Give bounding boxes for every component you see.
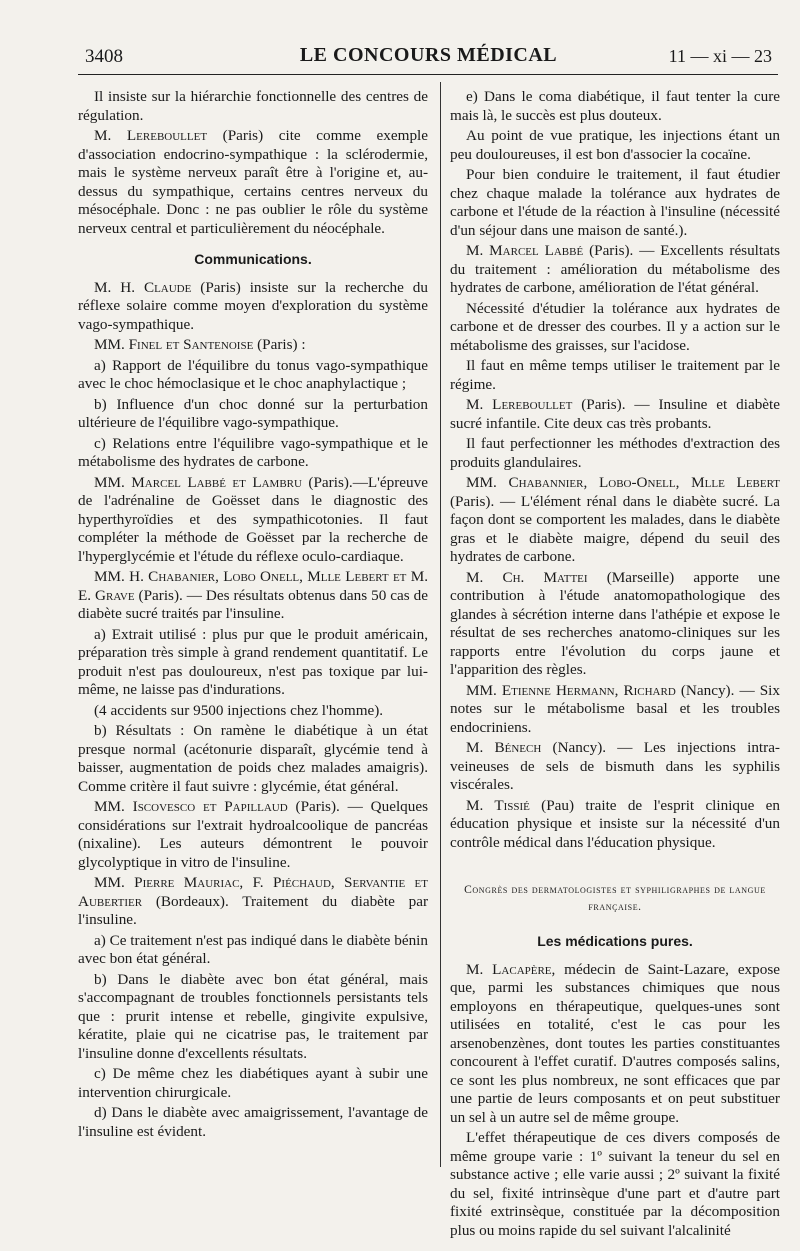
- paragraph: [78, 971, 428, 1064]
- paragraph: [78, 1104, 428, 1141]
- issue-date: 11 — xi — 23: [668, 46, 772, 66]
- author-names: M. Lereboullet: [94, 127, 208, 144]
- author-names: MM. H. Chabanier, Lobo Onell, Mlle Lebert et M. E. Grave: [78, 568, 428, 604]
- paragraph-text: (Paris). — Des résultats obtenus dans 50 cas de diabète sucré traités par l'insuline.: [78, 586, 428, 622]
- paragraph: [450, 1129, 780, 1240]
- paragraph: [78, 88, 428, 125]
- paragraph-text: (Paris). — Insuline et diabète sucré infantile. Cite deux cas très probants.: [450, 396, 780, 432]
- paragraph: [78, 798, 428, 872]
- paragraph-text: Il insiste sur la hiérarchie fonctionnelle des centres de régulation.: [78, 88, 428, 124]
- paragraph-text: , médecin de Saint-Lazare, expose que, parmi les substances chimiques que nous employons en thérapeutique, quelques-unes sont utilisées en totalité, c'est le cas pour les arsenobenzènes, dont toutes les parties constituantes concourent à l'effet curatif. D'autres composés salins, ce sont les plus nombreux, ne sont efficaces que par une partie de leurs composants et on peut substituer un sel à un autre sel de même groupe.: [450, 960, 780, 1126]
- paragraph-text: a) Extrait utilisé : plus pur que le produit américain, préparation très simple à grand rendement quantitatif. Le produit n'est pas douloureux, n'est pas toxique par lui-même, ne laisse pas d'indurations.: [78, 625, 428, 698]
- paragraph: [78, 626, 428, 700]
- paragraph-text: (Paris) insiste sur la recherche du réflexe solaire comme moyen d'exploration du système vago-sympathique.: [78, 278, 428, 333]
- paragraph: [78, 722, 428, 796]
- paragraph-text: (Paris) cite comme exemple d'association endocrino-sympathique : la sclérodermie, mais le système nerveux paraît être à l'origine et, au-dessus du sympathique, certains centres nerveux du mésocéphale. Donc : ne pas oublier le rôle du système nerveux central et particulièrement du néocéphale.: [78, 127, 428, 237]
- column-divider: [440, 82, 441, 1167]
- author-names: MM. Chabannier, Lobo-Onell, Mlle Lebert: [466, 474, 780, 491]
- author-names: MM. Finel et Santenoise: [94, 336, 254, 353]
- author-names: MM. Pierre Mauriac, F. Piéchaud, Servantie et Aubertier: [78, 874, 428, 910]
- paragraph: [450, 300, 780, 356]
- author-names: MM. Marcel Labbé et Lambru: [94, 473, 302, 491]
- paragraph: [450, 682, 780, 738]
- congress-heading: Congrès des dermatologistes et syphiligraphes de langue française.: [464, 884, 766, 913]
- paragraph: [450, 739, 780, 795]
- paragraph-text: d) Dans le diabète avec amaigrissement, l'avantage de l'insuline est évident.: [78, 1104, 428, 1140]
- paragraph-text: (Paris). — L'élément rénal dans le diabète sucré. La façon dont se comportent les malades, dans le diabète gras et le diabète maigre, dépend du seuil des hydrates de carbone.: [450, 492, 780, 565]
- paragraph-text: c) De même chez les diabétiques ayant à subir une intervention chirurgicale.: [78, 1065, 428, 1101]
- author-names: MM. Iscovesco et Papillaud: [94, 798, 288, 815]
- author-names: M. Tissié: [466, 796, 530, 814]
- paragraph-text: (Bordeaux). Traitement du diabète par l'insuline.: [78, 892, 428, 928]
- paragraph-text: L'effet thérapeutique de ces divers composés de même groupe varie : 1º suivant la teneur du sel en substance active ; elle varie aussi ; 2º suivant la fixité du sel, fixité intrinsèque d'une part et d'autre part fixité extrinsèque, constituée par la décomposition plus ou moins rapide du sel suivant l'alcalinité: [450, 1129, 780, 1239]
- paragraph: [450, 474, 780, 567]
- section-heading: Les médications pures.: [537, 933, 693, 949]
- paragraph-text: b) Dans le diabète avec bon état général, mais s'accompagnant de troubles fonctionnels persistants tels que : prurit intense et rebelle, gingivite expulsive, kératite, plaie qui ne cicatrise pas, le traitement par l'insuline donne d'excellents résultats.: [78, 970, 428, 1062]
- author-names: M. Bénech: [466, 739, 542, 756]
- paragraph: [450, 166, 780, 240]
- paragraph-text: c) Relations entre l'équilibre vago-sympathique et le métabolisme des hydrates de carbone.: [78, 434, 428, 470]
- paragraph-text: (Nancy). — Six notes sur le métabolisme basal et les troubles endocriniens.: [450, 681, 780, 736]
- paragraph: [450, 88, 780, 125]
- paragraph: [78, 568, 428, 624]
- paragraph-text: (Paris). — Quelques considérations sur l'extrait hydroalcoolique de pancréas (nixaline). Les auteurs démontrent le pouvoir glycolyptique in vitro de l'insuline.: [78, 798, 428, 871]
- paragraph: [450, 396, 780, 433]
- author-names: M. Lereboullet: [466, 396, 573, 413]
- paragraph: [78, 357, 428, 394]
- paragraph-text: Il faut perfectionner les méthodes d'extraction des produits glandulaires.: [450, 435, 780, 471]
- paragraph-text: Pour bien conduire le traitement, il faut étudier chez chaque malade la tolérance aux hydrates de carbone et l'étude de la réaction à l'insuline (nécessité d'un séjour dans une maison de santé.).: [450, 166, 780, 239]
- paragraph-text: (Paris). — Excellents résultats du traitement : amélioration du métabolisme des hydrates de carbone, amélioration de l'état général.: [450, 242, 780, 296]
- journal-title: LE CONCOURS MÉDICAL: [299, 44, 558, 66]
- paragraph-text: (Pau) traite de l'esprit clinique en éducation physique et insiste sur la nécessité d'un contrôle médical dans l'éducation physique.: [450, 796, 780, 851]
- paragraph: [78, 702, 428, 721]
- paragraph-text: e) Dans le coma diabétique, il faut tenter la cure mais là, le succès est plus douteux.: [450, 88, 780, 124]
- paragraph: [450, 961, 780, 1128]
- header-rule: [78, 74, 778, 75]
- paragraph-text: (Marseille) apporte une contribution à l'étude anatomopathologique des glandes à sécrétion interne dans l'athépie et expose le résultat de ses recherches anatomo-cliniques sur les rapports entre l'évolution du corps jaune et l'apparition des règles.: [450, 568, 780, 678]
- paragraph-text: Il faut en même temps utiliser le traitement par le régime.: [450, 357, 780, 393]
- paragraph: [78, 435, 428, 472]
- paragraph-text: (4 accidents sur 9500 injections chez l'homme).: [94, 701, 384, 719]
- page-number: 3408: [85, 46, 123, 67]
- left-column: [78, 88, 428, 1191]
- paragraph: [78, 874, 428, 930]
- paragraph-text: (Nancy). — Les injections intra-veineuses de sels de bismuth dans les syphilis viscérales.: [450, 739, 780, 793]
- author-names: M. Ch. Mattei: [466, 568, 588, 586]
- paragraph: [450, 569, 780, 680]
- paragraph-text: (Paris).—L'épreuve de l'adrénaline de Goësset dans le diagnostic des hyperthyroïdies et des sympathicotonies. Il faut compléter la méthode de Goësset par la recherche de l'hyperglycémie et l'étude du réflexe oculo-cardiaque.: [78, 473, 428, 565]
- paragraph: [450, 242, 780, 298]
- paragraph: [78, 396, 428, 433]
- paragraph-text: Nécessité d'étudier la tolérance aux hydrates de carbone et de dresser des courbes. Il y a action sur le métabolisme des graisses, sur l'acidose.: [450, 299, 780, 354]
- paragraph-text: a) Rapport de l'équilibre du tonus vago-sympathique avec le choc hémoclasique et le choc anaphylactique ;: [78, 356, 428, 392]
- paragraph: [78, 932, 428, 969]
- paragraph: [78, 127, 428, 238]
- paragraph-text: Au point de vue pratique, les injections étant un peu douloureuses, il est bon d'associer la cocaïne.: [450, 127, 780, 163]
- paragraph: [78, 336, 428, 355]
- paragraph: [78, 1065, 428, 1102]
- paragraph-text: (Paris) :: [253, 336, 306, 353]
- author-names: M. Marcel Labbé: [466, 242, 584, 259]
- paragraph-text: b) Influence d'un choc donné sur la perturbation ultérieure de l'équilibre vago-sympathique.: [78, 395, 428, 431]
- author-names: MM. Etienne Hermann, Richard: [466, 681, 676, 699]
- paragraph: [450, 797, 780, 853]
- paragraph-text: a) Ce traitement n'est pas indiqué dans le diabète bénin avec bon état général.: [78, 931, 428, 967]
- paragraph: [78, 279, 428, 335]
- paragraph: [450, 127, 780, 164]
- section-heading: Communications.: [194, 251, 312, 267]
- paragraph: [78, 474, 428, 567]
- author-names: M. Lacapère: [466, 960, 552, 978]
- paragraph: [450, 357, 780, 394]
- running-header: [85, 40, 772, 70]
- author-names: M. H. Claude: [94, 278, 192, 296]
- paragraph-text: b) Résultats : On ramène le diabétique à un état presque normal (acétonurie disparaît, glycémie tend à baisser, augmentation de poids chez malades amaigris). Comme critère il faut suivre : glycémie, état général.: [78, 722, 428, 795]
- right-column: [450, 88, 780, 1239]
- paragraph: [450, 435, 780, 472]
